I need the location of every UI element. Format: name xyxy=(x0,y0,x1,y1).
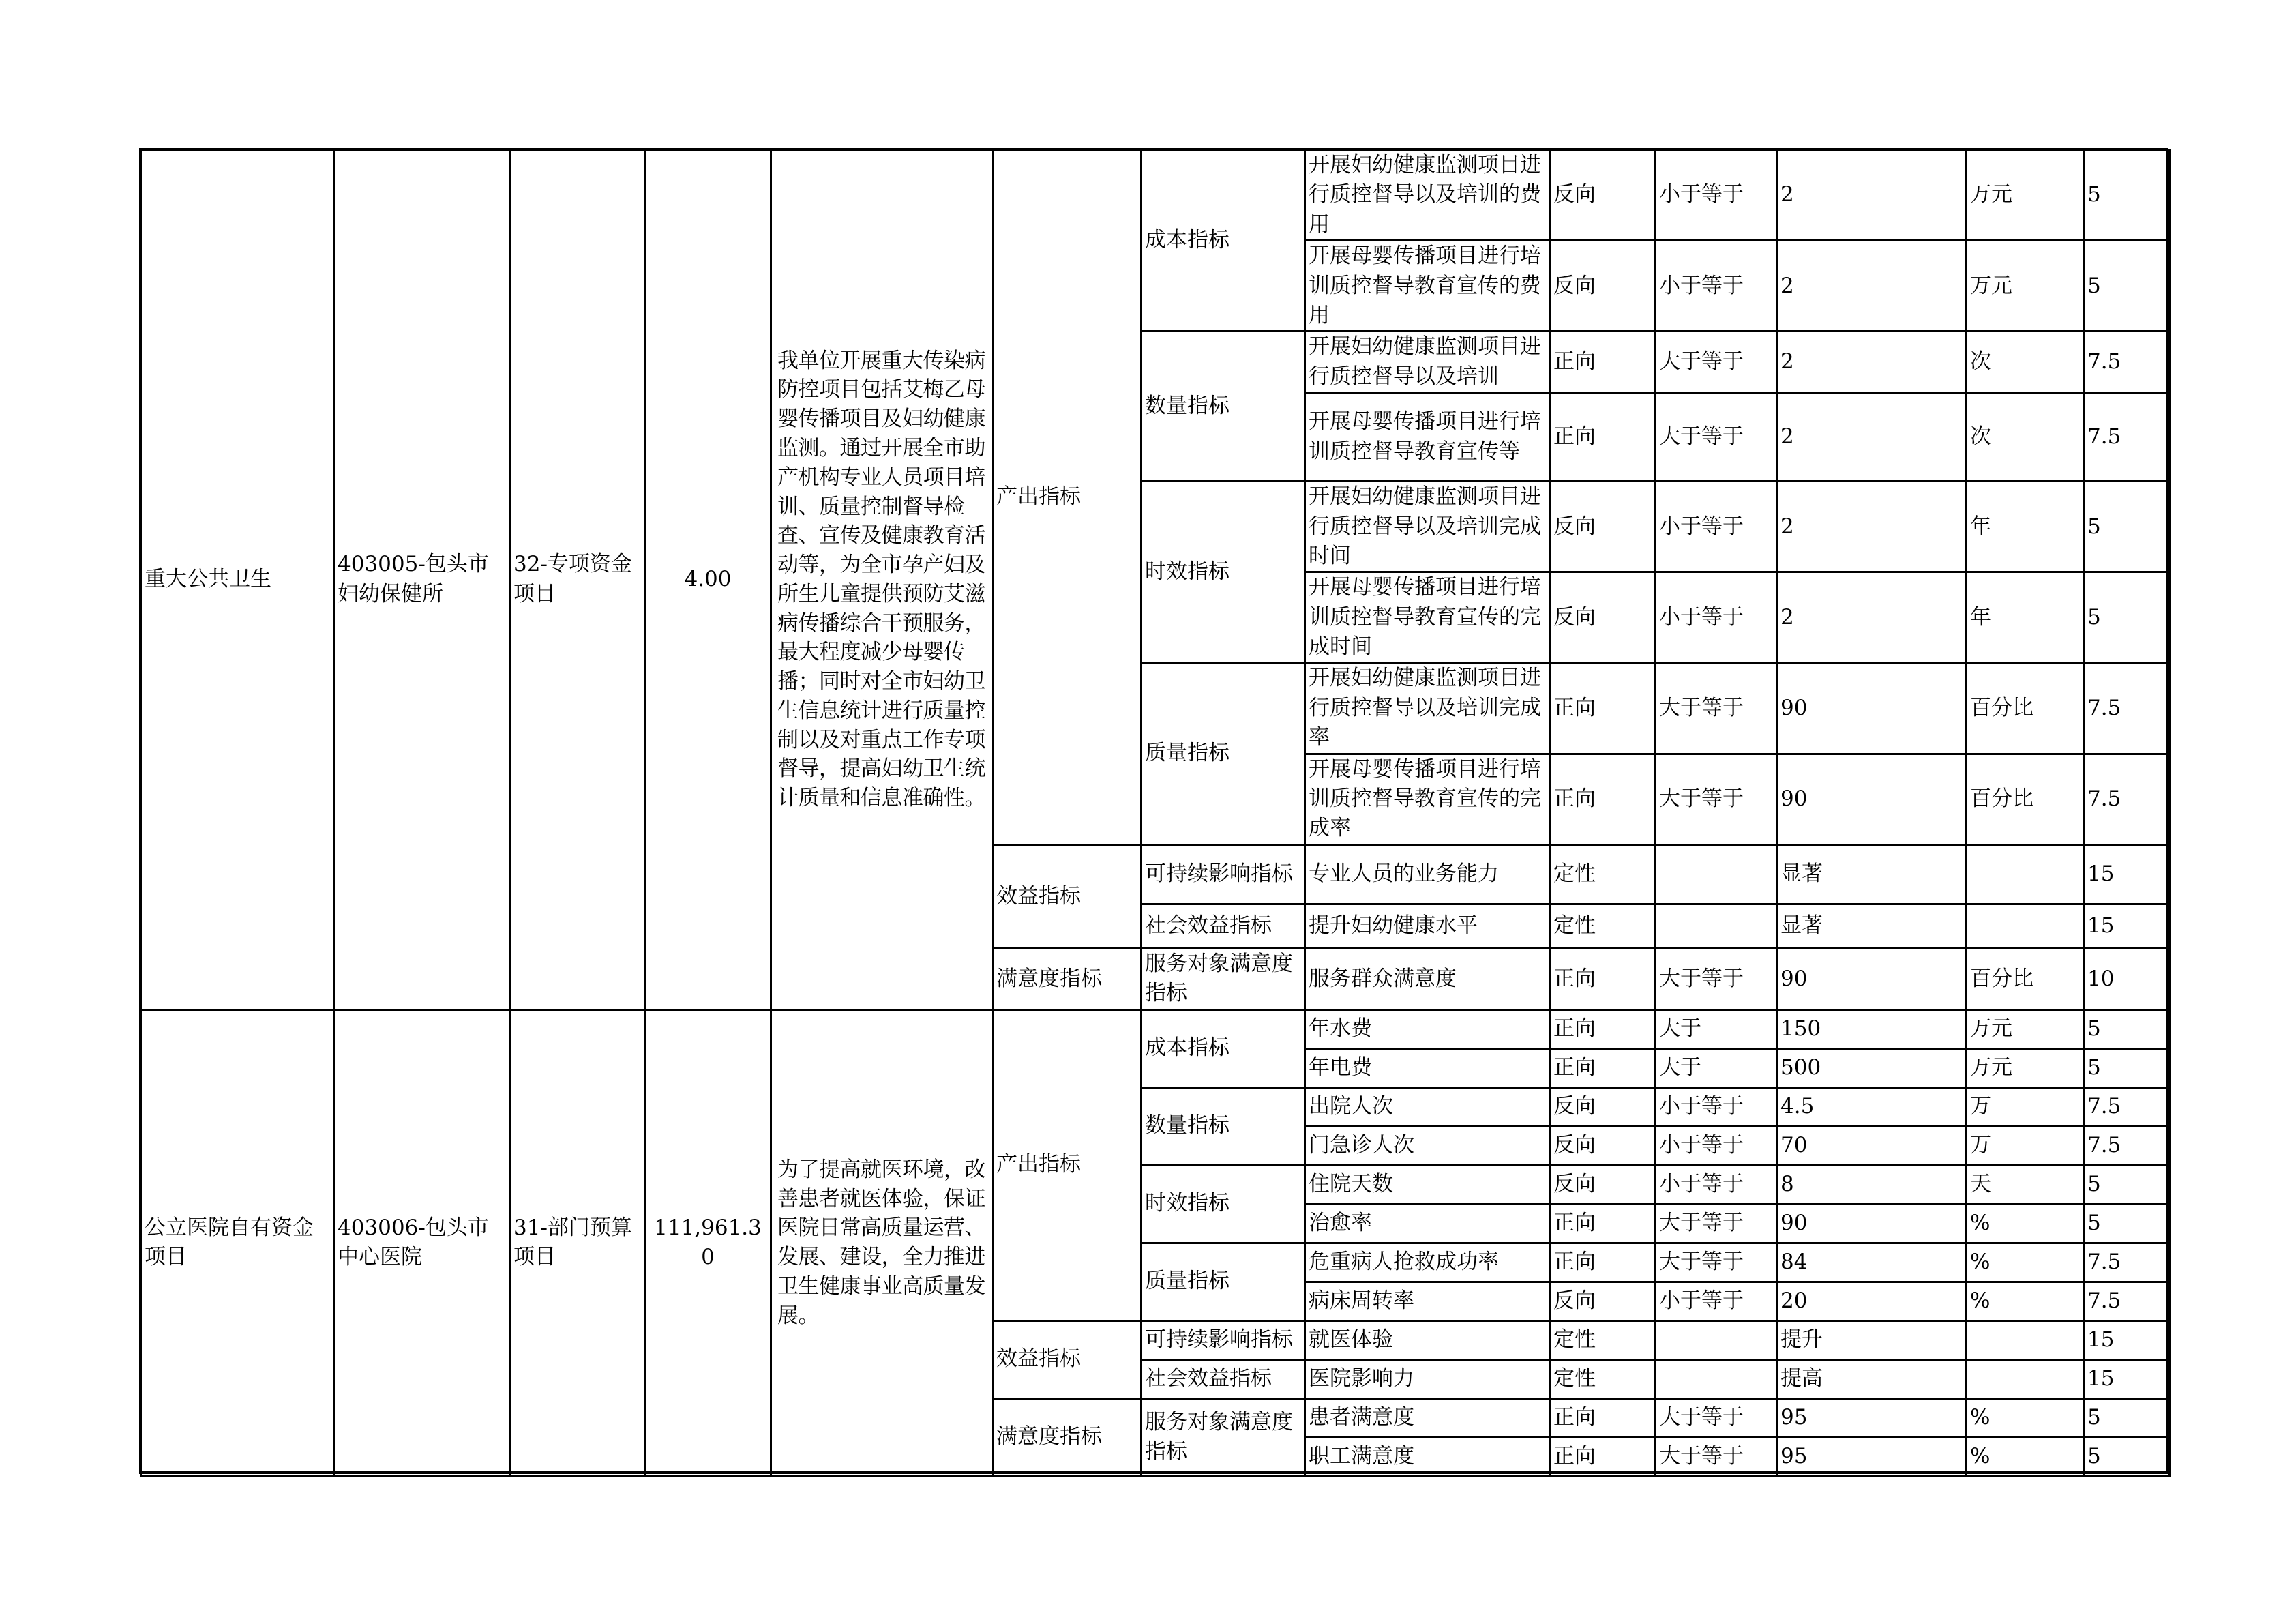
indicator-unit-cell: 年 xyxy=(1967,572,2084,663)
indicator-name-cell: 门急诊人次 xyxy=(1305,1126,1550,1165)
project-unit-cell: 403005-包头市妇幼保健所 xyxy=(334,150,510,1010)
indicator-unit-cell: 万 xyxy=(1967,1087,2084,1126)
indicator-operator-cell: 小于等于 xyxy=(1656,150,1777,241)
indicator-nature-cell: 正向 xyxy=(1550,1009,1656,1048)
indicator-name-cell: 职工满意度 xyxy=(1305,1437,1550,1476)
indicator-score-cell: 15 xyxy=(2084,1359,2170,1398)
indicator-unit-cell: 万元 xyxy=(1967,150,2084,241)
project-goal-cell: 为了提高就医环境，改善患者就医体验，保证医院日常高质量运营、发展、建设，全力推进卫生健康事业高质量发展。 xyxy=(771,1009,993,1476)
indicator-value-cell: 70 xyxy=(1777,1126,1967,1165)
indicator-score-cell: 5 xyxy=(2084,1398,2170,1437)
indicator-unit-cell xyxy=(1967,1320,2084,1359)
level1-indicator-cell: 产出指标 xyxy=(993,1009,1142,1320)
indicator-value-cell: 2 xyxy=(1777,393,1967,482)
indicator-operator-cell: 大于 xyxy=(1656,1048,1777,1087)
indicator-nature-cell: 反向 xyxy=(1550,241,1656,331)
indicator-row xyxy=(141,150,2170,241)
indicator-nature-cell: 反向 xyxy=(1550,1282,1656,1320)
project-unit-cell: 403006-包头市中心医院 xyxy=(334,1009,510,1476)
indicator-unit-cell: 百分比 xyxy=(1967,663,2084,754)
indicator-unit-cell xyxy=(1967,904,2084,948)
indicator-value-cell: 90 xyxy=(1777,948,1967,1009)
indicator-unit-cell: 次 xyxy=(1967,331,2084,393)
indicator-score-cell: 10 xyxy=(2084,948,2170,1009)
project-goal-cell: 我单位开展重大传染病防控项目包括艾梅乙母婴传播项目及妇幼健康监测。通过开展全市助产机构专业人员项目培训、质量控制督导检查、宣传及健康教育活动等，为全市孕产妇及所生儿童提供预防艾滋病传播综合干预服务，最大程度减少母婴传播；同时对全市妇幼卫生信息统计进行质量控制以及对重点工作专项督导，提高妇幼卫生统计质量和信息准确性。 xyxy=(771,150,993,1010)
indicator-value-cell: 显著 xyxy=(1777,844,1967,904)
indicator-value-cell: 提高 xyxy=(1777,1359,1967,1398)
indicator-score-cell: 5 xyxy=(2084,241,2170,331)
indicator-unit-cell: 万元 xyxy=(1967,241,2084,331)
indicator-score-cell: 5 xyxy=(2084,572,2170,663)
indicator-unit-cell: 百分比 xyxy=(1967,754,2084,844)
indicator-score-cell: 5 xyxy=(2084,150,2170,241)
level1-indicator-cell: 产出指标 xyxy=(993,150,1142,845)
indicator-name-cell: 开展母婴传播项目进行培训质控督导教育宣传等 xyxy=(1305,393,1550,482)
indicator-unit-cell: 百分比 xyxy=(1967,948,2084,1009)
indicator-nature-cell: 正向 xyxy=(1550,1243,1656,1282)
indicator-nature-cell: 正向 xyxy=(1550,1437,1656,1476)
indicator-value-cell: 95 xyxy=(1777,1398,1967,1437)
indicator-value-cell: 90 xyxy=(1777,663,1967,754)
indicator-score-cell: 5 xyxy=(2084,1165,2170,1204)
level2-indicator-cell: 社会效益指标 xyxy=(1142,1359,1305,1398)
indicator-value-cell: 4.5 xyxy=(1777,1087,1967,1126)
indicator-unit-cell xyxy=(1967,844,2084,904)
indicator-score-cell: 7.5 xyxy=(2084,1282,2170,1320)
indicator-operator-cell: 大于 xyxy=(1656,1009,1777,1048)
indicator-name-cell: 服务群众满意度 xyxy=(1305,948,1550,1009)
indicator-value-cell: 90 xyxy=(1777,1204,1967,1243)
indicator-nature-cell: 反向 xyxy=(1550,572,1656,663)
indicator-operator-cell: 大于等于 xyxy=(1656,393,1777,482)
indicator-operator-cell: 大于等于 xyxy=(1656,1204,1777,1243)
indicator-name-cell: 年水费 xyxy=(1305,1009,1550,1048)
indicator-unit-cell: 万 xyxy=(1967,1126,2084,1165)
indicator-nature-cell: 正向 xyxy=(1550,1398,1656,1437)
indicator-name-cell: 病床周转率 xyxy=(1305,1282,1550,1320)
indicator-score-cell: 7.5 xyxy=(2084,331,2170,393)
indicator-operator-cell: 大于等于 xyxy=(1656,1398,1777,1437)
indicator-value-cell: 2 xyxy=(1777,150,1967,241)
indicator-value-cell: 500 xyxy=(1777,1048,1967,1087)
indicator-operator-cell: 大于等于 xyxy=(1656,948,1777,1009)
level1-indicator-cell: 效益指标 xyxy=(993,1320,1142,1398)
indicator-nature-cell: 反向 xyxy=(1550,1165,1656,1204)
indicator-name-cell: 危重病人抢救成功率 xyxy=(1305,1243,1550,1282)
indicator-name-cell: 治愈率 xyxy=(1305,1204,1550,1243)
level1-indicator-cell: 满意度指标 xyxy=(993,1398,1142,1476)
indicator-operator-cell: 小于等于 xyxy=(1656,1165,1777,1204)
indicator-score-cell: 7.5 xyxy=(2084,754,2170,844)
indicator-value-cell: 20 xyxy=(1777,1282,1967,1320)
indicator-nature-cell: 正向 xyxy=(1550,754,1656,844)
indicator-name-cell: 专业人员的业务能力 xyxy=(1305,844,1550,904)
indicator-row xyxy=(141,1009,2170,1048)
indicator-nature-cell: 正向 xyxy=(1550,1204,1656,1243)
indicator-operator-cell: 小于等于 xyxy=(1656,572,1777,663)
indicator-score-cell: 15 xyxy=(2084,1320,2170,1359)
level2-indicator-cell: 时效指标 xyxy=(1142,482,1305,663)
indicator-unit-cell: 年 xyxy=(1967,482,2084,572)
indicator-name-cell: 医院影响力 xyxy=(1305,1359,1550,1398)
indicator-operator-cell: 小于等于 xyxy=(1656,1126,1777,1165)
project-type-cell: 31-部门预算项目 xyxy=(510,1009,645,1476)
level2-indicator-cell: 质量指标 xyxy=(1142,1243,1305,1320)
level2-indicator-cell: 成本指标 xyxy=(1142,1009,1305,1087)
indicator-value-cell: 90 xyxy=(1777,754,1967,844)
project-name-cell: 公立医院自有资金项目 xyxy=(141,1009,334,1476)
indicator-operator-cell xyxy=(1656,844,1777,904)
indicator-name-cell: 开展母婴传播项目进行培训质控督导教育宣传的费用 xyxy=(1305,241,1550,331)
indicator-nature-cell: 正向 xyxy=(1550,1048,1656,1087)
indicator-name-cell: 开展母婴传播项目进行培训质控督导教育宣传的完成时间 xyxy=(1305,572,1550,663)
indicator-unit-cell: % xyxy=(1967,1243,2084,1282)
performance-indicator-table xyxy=(140,149,2171,1477)
level2-indicator-cell: 成本指标 xyxy=(1142,150,1305,331)
indicator-score-cell: 5 xyxy=(2084,1048,2170,1087)
indicator-name-cell: 开展妇幼健康监测项目进行质控督导以及培训完成时间 xyxy=(1305,482,1550,572)
indicator-name-cell: 年电费 xyxy=(1305,1048,1550,1087)
indicator-operator-cell: 小于等于 xyxy=(1656,1087,1777,1126)
indicator-value-cell: 2 xyxy=(1777,572,1967,663)
indicator-unit-cell: % xyxy=(1967,1204,2084,1243)
indicator-value-cell: 2 xyxy=(1777,482,1967,572)
indicator-score-cell: 15 xyxy=(2084,904,2170,948)
indicator-unit-cell: 万元 xyxy=(1967,1009,2084,1048)
indicator-operator-cell: 大于等于 xyxy=(1656,754,1777,844)
indicator-name-cell: 就医体验 xyxy=(1305,1320,1550,1359)
indicator-unit-cell: % xyxy=(1967,1437,2084,1476)
indicator-operator-cell xyxy=(1656,904,1777,948)
level2-indicator-cell: 可持续影响指标 xyxy=(1142,1320,1305,1359)
indicator-operator-cell: 大于等于 xyxy=(1656,331,1777,393)
indicator-nature-cell: 定性 xyxy=(1550,904,1656,948)
indicator-unit-cell: % xyxy=(1967,1282,2084,1320)
indicator-nature-cell: 反向 xyxy=(1550,1087,1656,1126)
indicator-operator-cell: 大于等于 xyxy=(1656,1243,1777,1282)
indicator-value-cell: 150 xyxy=(1777,1009,1967,1048)
project-name-cell: 重大公共卫生 xyxy=(141,150,334,1010)
indicator-name-cell: 出院人次 xyxy=(1305,1087,1550,1126)
indicator-operator-cell: 小于等于 xyxy=(1656,1282,1777,1320)
indicator-score-cell: 15 xyxy=(2084,844,2170,904)
indicator-score-cell: 5 xyxy=(2084,1009,2170,1048)
indicator-nature-cell: 正向 xyxy=(1550,663,1656,754)
indicator-nature-cell: 正向 xyxy=(1550,331,1656,393)
indicator-value-cell: 2 xyxy=(1777,241,1967,331)
level2-indicator-cell: 数量指标 xyxy=(1142,1087,1305,1165)
level2-indicator-cell: 可持续影响指标 xyxy=(1142,844,1305,904)
level2-indicator-cell: 服务对象满意度指标 xyxy=(1142,948,1305,1009)
indicator-unit-cell: 万元 xyxy=(1967,1048,2084,1087)
indicator-operator-cell: 小于等于 xyxy=(1656,241,1777,331)
indicator-score-cell: 5 xyxy=(2084,1437,2170,1476)
indicator-operator-cell: 大于等于 xyxy=(1656,1437,1777,1476)
indicator-name-cell: 开展妇幼健康监测项目进行质控督导以及培训的费用 xyxy=(1305,150,1550,241)
indicator-value-cell: 84 xyxy=(1777,1243,1967,1282)
table-body xyxy=(141,150,2170,1477)
indicator-unit-cell xyxy=(1967,1359,2084,1398)
indicator-operator-cell: 小于等于 xyxy=(1656,482,1777,572)
indicator-score-cell: 7.5 xyxy=(2084,1087,2170,1126)
level2-indicator-cell: 数量指标 xyxy=(1142,331,1305,482)
indicator-operator-cell: 大于等于 xyxy=(1656,663,1777,754)
indicator-nature-cell: 反向 xyxy=(1550,482,1656,572)
indicator-nature-cell: 正向 xyxy=(1550,393,1656,482)
level2-indicator-cell: 社会效益指标 xyxy=(1142,904,1305,948)
indicator-score-cell: 7.5 xyxy=(2084,1126,2170,1165)
indicator-name-cell: 开展母婴传播项目进行培训质控督导教育宣传的完成率 xyxy=(1305,754,1550,844)
indicator-value-cell: 显著 xyxy=(1777,904,1967,948)
indicator-score-cell: 5 xyxy=(2084,1204,2170,1243)
indicator-unit-cell: % xyxy=(1967,1398,2084,1437)
indicator-nature-cell: 反向 xyxy=(1550,1126,1656,1165)
project-type-cell: 32-专项资金项目 xyxy=(510,150,645,1010)
indicator-operator-cell xyxy=(1656,1359,1777,1398)
indicator-value-cell: 95 xyxy=(1777,1437,1967,1476)
indicator-score-cell: 7.5 xyxy=(2084,663,2170,754)
level2-indicator-cell: 时效指标 xyxy=(1142,1165,1305,1243)
project-amount-cell: 4.00 xyxy=(645,150,771,1010)
indicator-value-cell: 8 xyxy=(1777,1165,1967,1204)
indicator-score-cell: 7.5 xyxy=(2084,1243,2170,1282)
indicator-unit-cell: 次 xyxy=(1967,393,2084,482)
indicator-name-cell: 开展妇幼健康监测项目进行质控督导以及培训完成率 xyxy=(1305,663,1550,754)
level2-indicator-cell: 质量指标 xyxy=(1142,663,1305,844)
indicator-nature-cell: 定性 xyxy=(1550,1320,1656,1359)
level1-indicator-cell: 满意度指标 xyxy=(993,948,1142,1009)
indicator-nature-cell: 定性 xyxy=(1550,844,1656,904)
indicator-unit-cell: 天 xyxy=(1967,1165,2084,1204)
indicator-score-cell: 5 xyxy=(2084,482,2170,572)
project-amount-cell: 111,961.30 xyxy=(645,1009,771,1476)
indicator-value-cell: 2 xyxy=(1777,331,1967,393)
level2-indicator-cell: 服务对象满意度指标 xyxy=(1142,1398,1305,1476)
indicator-nature-cell: 定性 xyxy=(1550,1359,1656,1398)
level1-indicator-cell: 效益指标 xyxy=(993,844,1142,948)
indicator-score-cell: 7.5 xyxy=(2084,393,2170,482)
indicator-value-cell: 提升 xyxy=(1777,1320,1967,1359)
indicator-name-cell: 住院天数 xyxy=(1305,1165,1550,1204)
indicator-name-cell: 提升妇幼健康水平 xyxy=(1305,904,1550,948)
indicator-name-cell: 开展妇幼健康监测项目进行质控督导以及培训 xyxy=(1305,331,1550,393)
indicator-name-cell: 患者满意度 xyxy=(1305,1398,1550,1437)
indicator-nature-cell: 正向 xyxy=(1550,948,1656,1009)
indicator-nature-cell: 反向 xyxy=(1550,150,1656,241)
indicator-operator-cell xyxy=(1656,1320,1777,1359)
